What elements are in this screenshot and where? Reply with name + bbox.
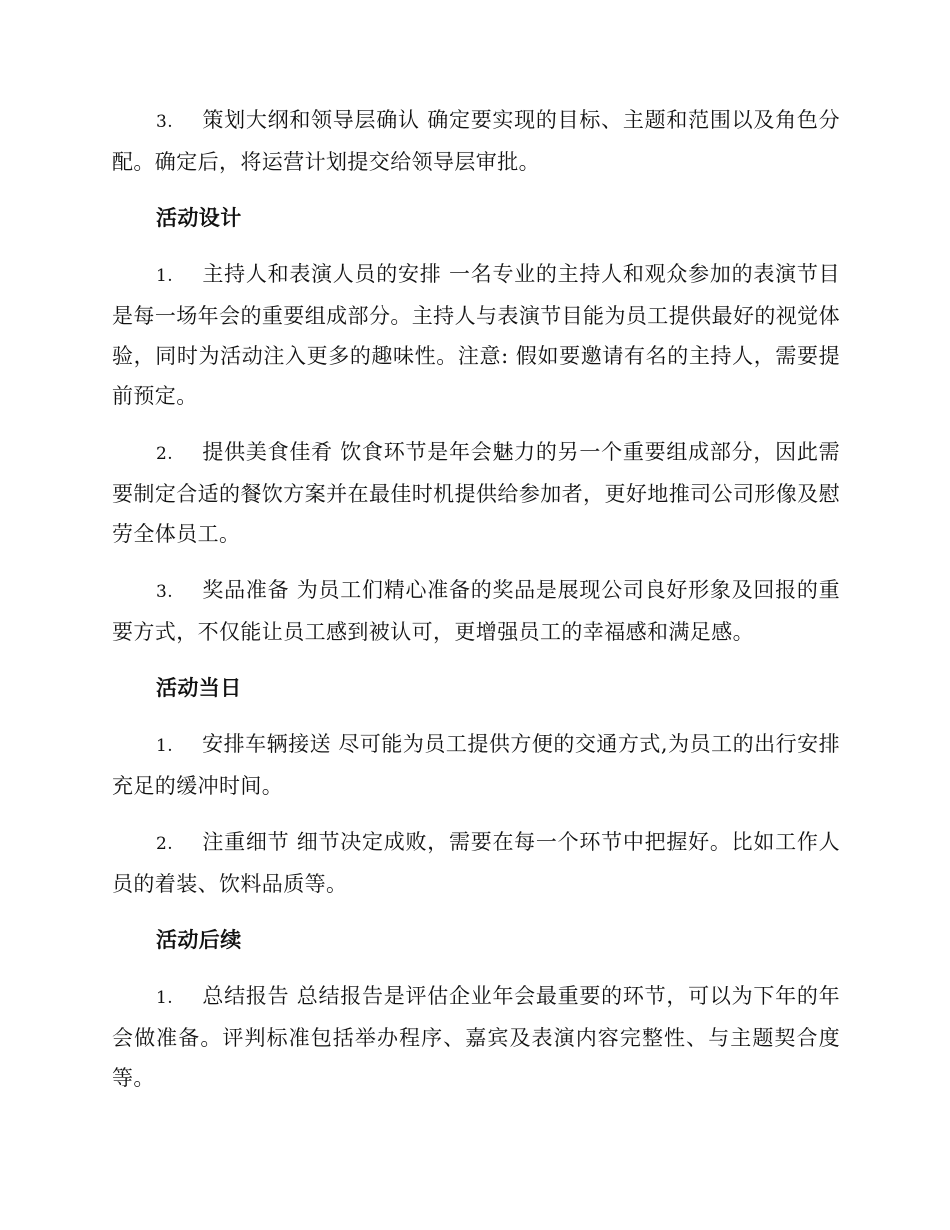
item-number: 1. (156, 736, 174, 756)
section-heading: 活动设计 (156, 205, 242, 230)
list-item (112, 724, 840, 806)
item-body: 饮食环节是年会魅力的另一个重要组成部分，因此需要制定合适的餐饮方案并在最佳时机提供给参加者，更好地推司公司形像及慰劳全体员工。 (112, 440, 840, 546)
item-body: 确定要实现的目标、主题和范围以及角色分配。确定后，将运营计划提交给领导层审批。 (112, 108, 840, 174)
item-title: 奖品准备 (202, 578, 290, 602)
section-heading: 活动后续 (156, 927, 242, 952)
list-item (112, 100, 840, 182)
item-title: 策划大纲和领导层确认 (202, 108, 420, 132)
item-number: 3. (156, 112, 174, 132)
item-title: 总结报告 (202, 984, 290, 1008)
item-body: 细节决定成败，需要在每一个环节中把握好。比如工作人员的着装、饮料品质等。 (112, 830, 840, 896)
item-body: 尽可能为员工提供方便的交通方式,为员工的出行安排充足的缓冲时间。 (112, 732, 841, 798)
item-number: 2. (156, 444, 174, 464)
section-heading: 活动当日 (156, 675, 242, 700)
list-item (112, 570, 840, 652)
item-number: 3. (156, 582, 174, 602)
item-title: 主持人和表演人员的安排 (202, 262, 442, 286)
item-title: 安排车辆接送 (202, 732, 332, 756)
item-title: 提供美食佳肴 (202, 440, 333, 464)
item-number: 2. (156, 834, 174, 854)
list-item (112, 822, 840, 904)
item-number: 1. (156, 988, 174, 1008)
item-body: 总结报告是评估企业年会最重要的环节，可以为下年的年会做准备。评判标准包括举办程序、嘉宾及表演内容完整性、与主题契合度等。 (112, 984, 840, 1090)
list-item (112, 432, 840, 554)
item-body: 为员工们精心准备的奖品是展现公司良好形象及回报的重要方式，不仅能让员工感到被认可，更增强员工的幸福感和满足感。 (112, 578, 840, 644)
list-item (112, 254, 840, 416)
list-item (112, 976, 840, 1098)
item-body: 一名专业的主持人和观众参加的表演节目是每一场年会的重要组成部分。主持人与表演节目能为员工提供最好的视觉体验，同时为活动注入更多的趣味性。注意: 假如要邀请有名的主持人，需要提前预定。 (112, 262, 840, 408)
item-number: 1. (156, 266, 174, 286)
item-title: 注重细节 (202, 830, 290, 854)
